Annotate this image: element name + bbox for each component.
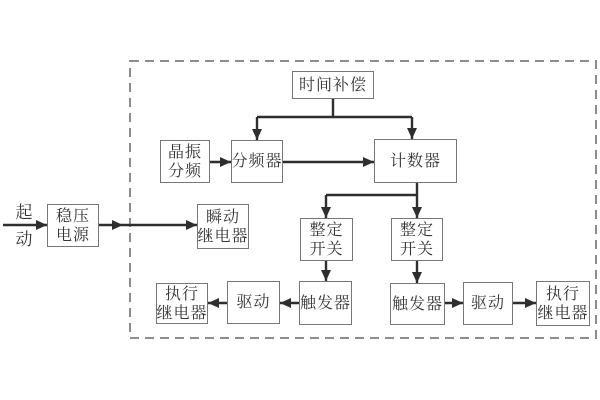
arrowhead-power-to-instant-relay	[112, 220, 123, 230]
node-drive-right	[463, 282, 513, 325]
start-input-label	[11, 204, 37, 248]
node-crystal-divider-label-line-1: 晶振	[167, 143, 202, 161]
arrowhead-switch-to-trigger-left	[321, 270, 331, 281]
node-crystal-divider-label-line-2: 分频	[167, 162, 202, 180]
arrowhead-counter-to-switch-left	[321, 207, 331, 218]
node-time-compensation-label-line-1: 时间补偿	[298, 76, 367, 94]
node-counter-label-line-1: 计数器	[389, 152, 441, 170]
node-crystal-divider	[160, 140, 210, 183]
arrowhead-trigger-to-drive-left	[280, 298, 291, 308]
arrowhead-switch-to-trigger-right	[412, 272, 422, 283]
node-trigger-left	[299, 281, 352, 325]
start-label-char-1: 起	[15, 203, 33, 222]
arrowhead-divider-to-counter	[363, 157, 374, 167]
node-exec-relay-left	[156, 283, 208, 324]
node-setting-switch-right	[391, 218, 443, 261]
node-instant-relay-label-line-2: 继电器	[197, 227, 249, 245]
node-exec-relay-right-label-line-2: 继电器	[537, 304, 589, 322]
arrowhead-drive-to-execrelay-left	[208, 298, 219, 308]
node-time-compensation	[292, 71, 374, 99]
start-label-char-2: 动	[15, 230, 33, 249]
node-setting-switch-right-label-line-1: 整定	[399, 221, 434, 239]
node-instant-relay	[197, 204, 249, 249]
node-drive-left-label-line-1: 驱动	[236, 294, 271, 311]
node-trigger-left-label-line-1: 触发器	[300, 294, 352, 312]
node-counter	[374, 139, 457, 183]
node-instant-relay-label-line-1: 瞬动	[205, 208, 240, 226]
node-frequency-divider	[231, 140, 283, 183]
node-setting-switch-left-label-line-1: 整定	[309, 221, 344, 239]
node-exec-relay-left-label-line-2: 继电器	[156, 304, 208, 322]
node-frequency-divider-label-line-1: 分频器	[231, 153, 283, 170]
arrowhead-crystal-to-divider	[220, 157, 231, 167]
node-exec-relay-right-label-line-1: 执行	[545, 285, 580, 303]
node-setting-switch-right-label-line-2: 开关	[399, 240, 434, 258]
node-drive-left	[227, 281, 280, 324]
node-voltage-regulated-power-label-line-2: 电源	[55, 226, 90, 244]
node-drive-right-label-line-1: 驱动	[470, 295, 505, 312]
node-trigger-right	[390, 283, 445, 325]
arrowhead-counter-to-switch-right	[412, 207, 422, 218]
node-voltage-regulated-power-label-line-1: 稳压	[55, 207, 90, 225]
node-setting-switch-left-label-line-2: 开关	[309, 240, 344, 258]
node-exec-relay-left-label-line-1: 执行	[164, 285, 199, 303]
arrowhead-start-to-power	[36, 220, 47, 230]
arrowhead-trigger-to-drive-right	[452, 298, 463, 308]
arrowhead-timecomp-to-counter	[407, 128, 417, 139]
arrowhead-timecomp-to-divider	[252, 129, 262, 140]
arrowhead-drive-to-execrelay-right	[525, 298, 536, 308]
node-voltage-regulated-power	[47, 204, 99, 247]
node-trigger-right-label-line-1: 触发器	[391, 295, 443, 313]
arrowhead-power-to-instant-relay	[186, 220, 197, 230]
node-exec-relay-right	[536, 281, 590, 326]
node-setting-switch-left	[300, 218, 353, 261]
